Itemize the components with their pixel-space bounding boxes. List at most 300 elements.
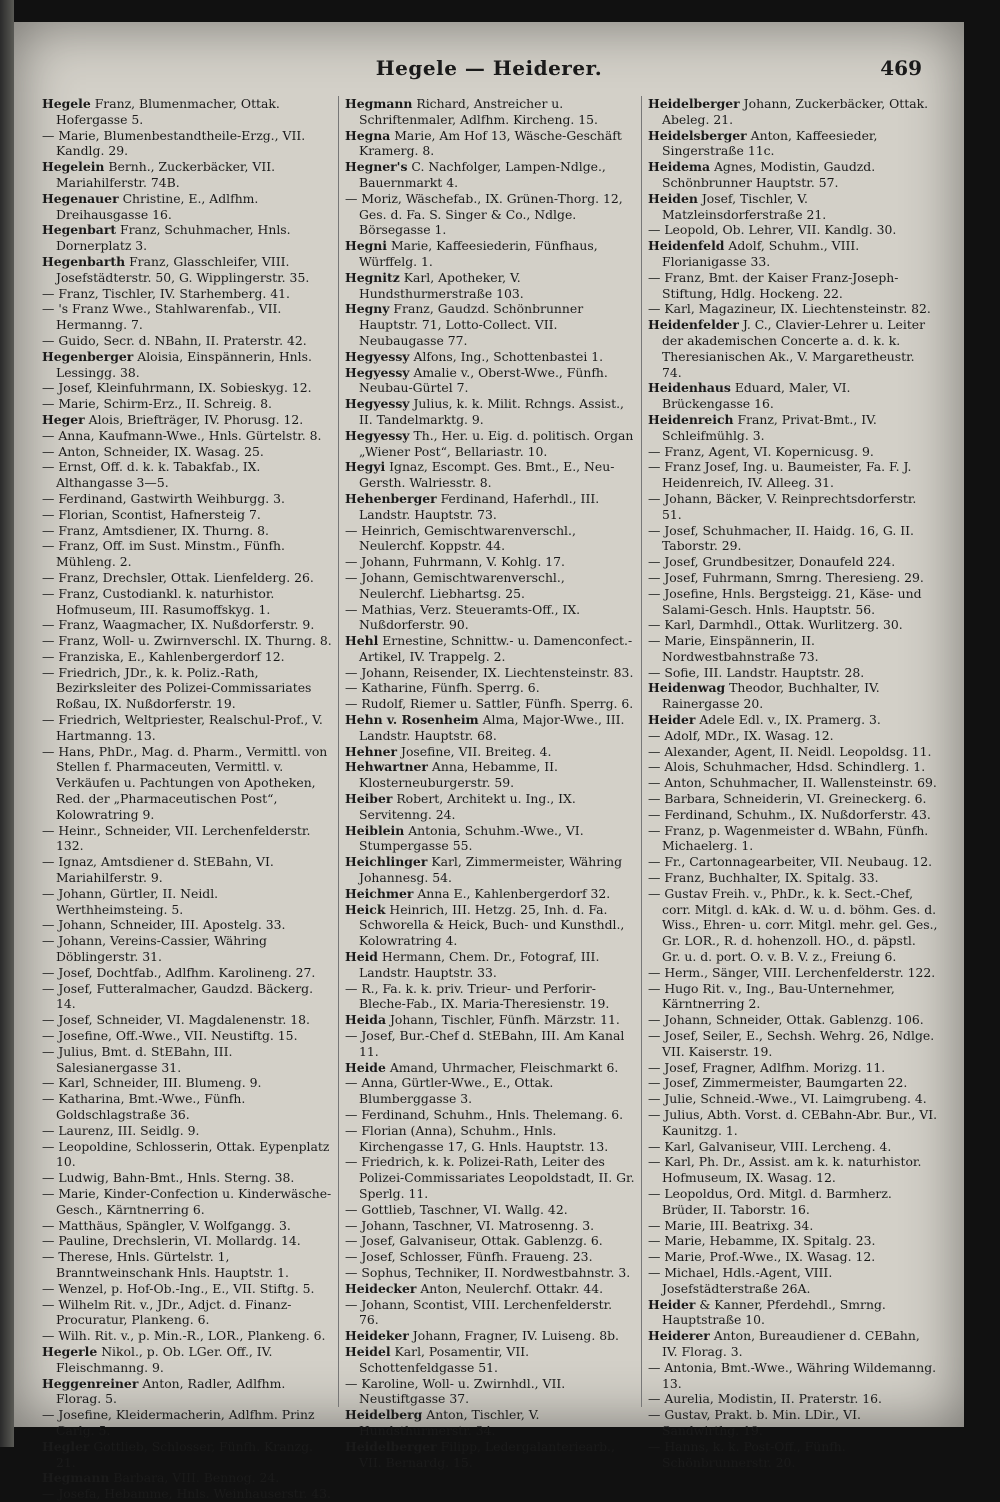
directory-entry xyxy=(42,191,332,223)
entry-surname: Heidelberger xyxy=(648,96,740,111)
entry-surname: Heidenreich xyxy=(648,411,734,427)
column-3 xyxy=(641,96,944,1470)
entry-surname: Hegele xyxy=(42,96,91,111)
entry-surname: Heichmer xyxy=(345,885,414,901)
entry-details: — Karl, Galvaniseur, VIII. Lercheng. 4. xyxy=(648,1138,892,1154)
entry-details: — Josefine, Kleidermacherin, Adlfhm. Prinz Carlg. 5. xyxy=(42,1407,315,1438)
directory-entry xyxy=(648,523,938,555)
entry-details: — Franz, p. Wagenmeister d. WBahn, Fünfh. Michaelerg. 1. xyxy=(648,822,929,854)
entry-details: — Gustav Freih. v., PhDr., k. k. Sect.-Chef, corr. Mitgl. d. kAk. d. W. u. d. böhm. Ges. d. Wiss., Ehren- u. corr. Mitgl. mehr. gel. Ges., Gr. LOR., R. d. hohenzoll. HO., d. päpstl. Gr. u. d. port. O. v. B. V. z., Freiung 6. xyxy=(648,885,938,965)
entry-surname: Heida xyxy=(345,1012,386,1028)
entry-details: — Moriz, Wäschefab., IX. Grünen-Thorg. 12, Ges. d. Fa. S. Singer & Co., Ndlge. Börsegasse 1. xyxy=(345,190,623,238)
entry-details: Anton, Bureaudiener d. CEBahn, IV. Florag. 3. xyxy=(662,1328,920,1359)
entry-surname: Heichlinger xyxy=(345,854,428,870)
directory-entry xyxy=(648,317,938,380)
directory-entry xyxy=(42,633,332,649)
directory-entry xyxy=(42,286,332,302)
directory-entry xyxy=(648,633,938,665)
directory-entry xyxy=(648,1028,938,1060)
entry-details: — Guido, Secr. d. NBahn, II. Praterstr. 42. xyxy=(42,332,307,348)
entry-details: Amalie v., Oberst-Wwe., Fünfh. Neubau-Gürtel 7. xyxy=(359,364,608,396)
entry-surname: Heidenfelder xyxy=(648,317,739,333)
entry-details: — Josefine, Hnls. Bergsteigg. 21, Käse- und Salami-Gesch. Hnls. Hauptstr. 56. xyxy=(648,585,922,617)
directory-entry xyxy=(345,270,635,302)
entry-details: — Johann, Scontist, VIII. Lerchenfelderstr. 76. xyxy=(345,1296,613,1328)
entry-details: — Aurelia, Modistin, II. Praterstr. 16. xyxy=(648,1391,882,1407)
entry-details: — Wilh. Rit. v., p. Min.-R., LOR., Plankeng. 6. xyxy=(42,1328,326,1344)
entry-details: Adolf, Schuhm., VIII. Florianigasse 33. xyxy=(662,238,860,269)
directory-entry xyxy=(42,1012,332,1028)
directory-entry xyxy=(42,586,332,618)
entry-surname: Hegner's xyxy=(345,159,408,175)
entry-details: Franz, Privat-Bmt., IV. Schleifmühlg. 3. xyxy=(662,411,877,443)
entry-details: — Josef, Fragner, Adlfhm. Morizg. 11. xyxy=(648,1059,886,1075)
entry-details: — Ferdinand, Schuhm., IX. Nußdorferstr. 43. xyxy=(648,806,931,822)
entry-surname: Heide xyxy=(345,1059,386,1075)
directory-entry xyxy=(42,886,332,918)
directory-entry xyxy=(42,128,332,160)
entry-details: — Friedrich, Weltpriester, Realschul-Prof., V. Hartmanng. 13. xyxy=(42,712,323,743)
directory-entry xyxy=(42,1439,332,1471)
directory-entry xyxy=(345,1202,635,1218)
directory-entry xyxy=(42,823,332,855)
entry-details: — Karl, Ph. Dr., Assist. am k. k. naturhistor. Hofmuseum, IX. Wasag. 12. xyxy=(648,1154,922,1186)
entry-details: Heinrich, III. Hetzg. 25, Inh. d. Fa. Schworella & Heick, Buch- und Kunsthdl., Kolowratring 4. xyxy=(359,901,625,949)
directory-entry xyxy=(345,128,635,160)
directory-entry xyxy=(345,1060,635,1076)
entry-surname: Heiblein xyxy=(345,822,405,838)
entry-details: — Alexander, Agent, II. Neidl. Leopoldsg. 11. xyxy=(648,743,932,759)
directory-entry xyxy=(345,365,635,397)
entry-details: — Hugo Rit. v., Ing., Bau-Unternehmer, Kärntnerring 2. xyxy=(648,980,895,1012)
running-title: Hegele — Heiderer. xyxy=(375,56,603,80)
directory-entry xyxy=(648,728,938,744)
entry-details: — Josef, Schneider, VI. Magdalenenstr. 18. xyxy=(42,1012,310,1028)
entry-details: Josef, Tischler, V. Matzleinsdorferstraße 21. xyxy=(662,190,827,222)
entry-details: — Adolf, MDr., IX. Wasag. 12. xyxy=(648,727,834,743)
directory-entry xyxy=(42,396,332,412)
entry-details: — Franz, Drechsler, Ottak. Lienfelderg. 26. xyxy=(42,569,314,585)
entry-surname: Heidelberger xyxy=(345,1438,437,1454)
entry-details: — Johann, Schneider, Ottak. Gablenzg. 106. xyxy=(648,1012,924,1028)
entry-details: Anna E., Kahlenbergerdorf 32. xyxy=(417,885,611,901)
entry-surname: Hegler xyxy=(42,1438,90,1454)
directory-entry xyxy=(345,1012,635,1028)
entry-details: — Anna, Gürtler-Wwe., E., Ottak. Blumberggasse 3. xyxy=(345,1075,554,1107)
directory-entry xyxy=(648,791,938,807)
directory-entry xyxy=(648,1186,938,1218)
directory-entry xyxy=(42,222,332,254)
directory-entry xyxy=(648,981,938,1013)
directory-entry xyxy=(648,1107,938,1139)
directory-entry xyxy=(648,301,938,317)
entry-details: — Ferdinand, Schuhm., Hnls. Thelemang. 6. xyxy=(345,1107,624,1122)
entry-surname: Hegenauer xyxy=(42,190,119,206)
entry-details: Johann, Fragner, IV. Luiseng. 8b. xyxy=(412,1328,619,1344)
entry-details: — Franziska, E., Kahlenbergerdorf 12. xyxy=(42,648,285,664)
entry-details: — Karl, Darmhdl., Ottak. Wurlitzerg. 30. xyxy=(648,617,903,633)
entry-details: — Fr., Cartonnagearbeiter, VII. Neubaug. 12. xyxy=(648,854,933,870)
directory-entry xyxy=(648,1012,938,1028)
entry-surname: Heidecker xyxy=(345,1280,417,1296)
directory-entry xyxy=(345,665,635,681)
directory-entry xyxy=(648,965,938,981)
directory-entry xyxy=(345,680,635,696)
entry-details: Amand, Uhrmacher, Fleischmarkt 6. xyxy=(389,1059,619,1075)
entry-surname: Heidelsberger xyxy=(648,127,747,143)
entry-details: — Alois, Schuhmacher, Hdsd. Schindlerg. 1. xyxy=(648,759,926,775)
entry-details: Marie, Kaffeesiederin, Fünfhaus, Würffelg. 1. xyxy=(359,238,598,269)
entry-details: — Josef, Seiler, E., Sechsh. Wehrg. 26, Ndlge. VII. Kaiserstr. 19. xyxy=(648,1028,935,1059)
entry-details: — Leopoldine, Schlosserin, Ottak. Eypenplatz 10. xyxy=(42,1138,330,1170)
directory-entry xyxy=(42,649,332,665)
entry-details: — Josef, Grundbesitzer, Donaufeld 224. xyxy=(648,554,896,570)
column-1 xyxy=(36,96,338,1502)
directory-entry xyxy=(648,807,938,823)
entry-details: — Marie, Schirm-Erz., II. Schreig. 8. xyxy=(42,396,272,412)
entry-details: Ernestine, Schnittw.- u. Damenconfect.-Artikel, IV. Trappelg. 2. xyxy=(359,633,633,664)
directory-entry xyxy=(648,680,938,712)
directory-entry xyxy=(345,633,635,665)
entry-details: — Johann, Schneider, III. Apostelg. 33. xyxy=(42,917,286,933)
entry-details: — R., Fa. k. k. priv. Trieur- und Perforir-Bleche-Fab., IX. Maria-Theresienstr. 19. xyxy=(345,980,610,1012)
directory-entry xyxy=(42,459,332,491)
entry-surname: Heidenhaus xyxy=(648,380,731,396)
entry-details: — Hanns, k. k. Post-Off., Fünfh. Schönbrunnerstr. 20. xyxy=(648,1438,846,1470)
directory-entry xyxy=(648,1265,938,1297)
entry-surname: Hegyessy xyxy=(345,396,410,412)
entry-surname: Hegyessy xyxy=(345,364,410,380)
entry-surname: Hegyessy xyxy=(345,427,410,443)
directory-entry xyxy=(42,1486,332,1502)
directory-entry xyxy=(42,1170,332,1186)
entry-details: — Marie, Prof.-Wwe., IX. Wasag. 12. xyxy=(648,1249,876,1265)
directory-entry xyxy=(345,1281,635,1297)
directory-entry xyxy=(42,1297,332,1329)
directory-entry xyxy=(648,1297,938,1329)
directory-entry xyxy=(42,444,332,460)
entry-details: — Matthäus, Spängler, V. Wolfgangg. 3. xyxy=(42,1217,291,1233)
entry-details: Nikol., p. Ob. LGer. Off., IV. Fleischmanng. 9. xyxy=(56,1343,273,1375)
directory-entry xyxy=(42,617,332,633)
entry-details: — Johann, Vereins-Cassier, Währing Döblingerstr. 31. xyxy=(42,933,267,965)
directory-entry xyxy=(345,744,635,760)
directory-entry xyxy=(648,744,938,760)
directory-entry xyxy=(648,1233,938,1249)
directory-entry xyxy=(648,1139,938,1155)
entry-surname: Heid xyxy=(345,949,378,965)
entry-surname: Hegni xyxy=(345,238,387,254)
entry-surname: Hegmann xyxy=(345,96,413,111)
entry-details: — Josef, Schuhmacher, II. Haidg. 16, G. II. Taborstr. 29. xyxy=(648,522,914,554)
directory-entry xyxy=(345,1075,635,1107)
directory-entry xyxy=(42,380,332,396)
directory-entry xyxy=(42,428,332,444)
directory-entry xyxy=(345,823,635,855)
directory-entry xyxy=(42,570,332,586)
entry-details: — Friedrich, JDr., k. k. Poliz.-Rath, Bezirksleiter des Polizei-Commissariates Roßau, IX. Nußdorferstr. 19. xyxy=(42,664,312,712)
entry-details: — Karl, Magazineur, IX. Liechtensteinstr. 82. xyxy=(648,301,931,317)
directory-entry xyxy=(42,933,332,965)
entry-details: C. Nachfolger, Lampen-Ndlge., Bauernmarkt 4. xyxy=(359,159,606,190)
directory-entry xyxy=(345,523,635,555)
directory-entry xyxy=(648,1060,938,1076)
entry-details: — Marie, Kinder-Confection u. Kinderwäsche-Gesch., Kärntnerring 6. xyxy=(42,1185,332,1217)
directory-entry xyxy=(648,759,938,775)
directory-entry xyxy=(345,96,635,128)
entry-details: — Johann, Fuhrmann, V. Kohlg. 17. xyxy=(345,554,565,570)
entry-surname: Heiderer xyxy=(648,1328,710,1344)
directory-entry xyxy=(345,1218,635,1234)
directory-entry xyxy=(648,128,938,160)
entry-surname: Hegyessy xyxy=(345,348,410,364)
page-number: 469 xyxy=(880,56,922,80)
directory-entry xyxy=(648,412,938,444)
directory-entry xyxy=(648,159,938,191)
entry-details: Agnes, Modistin, Gaudzd. Schönbrunner Hauptstr. 57. xyxy=(662,159,876,190)
entry-surname: Heger xyxy=(42,411,85,427)
directory-entry xyxy=(345,759,635,791)
entry-details: — Barbara, Schneiderin, VI. Greineckerg. 6. xyxy=(648,791,927,807)
entry-surname: Hehl xyxy=(345,633,379,649)
directory-entry xyxy=(648,823,938,855)
directory-entry xyxy=(345,949,635,981)
directory-entry xyxy=(648,459,938,491)
directory-entry xyxy=(648,222,938,238)
entry-details: — Florian (Anna), Schuhm., Hnls. Kirchengasse 17, G. Hnls. Hauptstr. 13. xyxy=(345,1122,609,1154)
directory-entry xyxy=(42,712,332,744)
entry-details: — Friedrich, k. k. Polizei-Rath, Leiter des Polizei-Commissariates Leopoldstadt, II. Gr. Sperlg. 11. xyxy=(345,1154,635,1201)
entry-surname: Heideker xyxy=(345,1328,409,1344)
entry-details: — Anna, Kaufmann-Wwe., Hnls. Gürtelstr. 8. xyxy=(42,427,322,443)
directory-entry xyxy=(42,854,332,886)
directory-entry xyxy=(42,1186,332,1218)
entry-details: Bernh., Zuckerbäcker, VII. Mariahilferstr. 74B. xyxy=(56,159,276,190)
entry-details: — Franz, Waagmacher, IX. Nußdorferstr. 9. xyxy=(42,617,315,633)
entry-details: — Franz, Buchhalter, IX. Spitalg. 33. xyxy=(648,870,879,886)
directory-entry xyxy=(345,570,635,602)
directory-entry xyxy=(345,238,635,270)
directory-entry xyxy=(345,1233,635,1249)
directory-entry xyxy=(345,301,635,348)
entry-details: — Franz, Bmt. der Kaiser Franz-Joseph-Stiftung, Hdlg. Hockeng. 22. xyxy=(648,269,899,301)
entry-details: — Franz, Agent, VI. Kopernicusg. 9. xyxy=(648,443,874,459)
entry-surname: Heidenwag xyxy=(648,680,726,696)
entry-surname: Hehenberger xyxy=(345,490,437,506)
entry-details: — Julie, Schneid.-Wwe., VI. Laimgrubeng. 4. xyxy=(648,1091,927,1107)
directory-entry xyxy=(42,665,332,712)
entry-surname: Hehner xyxy=(345,743,398,759)
entry-details: — Ludwig, Bahn-Bmt., Hnls. Sterng. 38. xyxy=(42,1170,295,1186)
page-edge-shadow xyxy=(0,0,14,1447)
entry-details: Anton, Tischler, V. Hundsthurmerstr. 34. xyxy=(359,1407,540,1438)
entry-details: — Sofie, III. Landstr. Hauptstr. 28. xyxy=(648,664,865,680)
directory-entry xyxy=(42,1328,332,1344)
directory-entry xyxy=(42,538,332,570)
entry-details: Robert, Architekt u. Ing., IX. Servitenng. 24. xyxy=(359,791,576,822)
entry-surname: Hegmann xyxy=(42,1470,110,1486)
directory-entry xyxy=(345,1439,635,1471)
directory-columns xyxy=(36,96,944,1502)
entry-surname: Heick xyxy=(345,901,386,917)
entry-details: — Wilhelm Rit. v., JDr., Adjct. d. Finanz-Procuratur, Plankeng. 6. xyxy=(42,1296,292,1328)
entry-surname: Hegenberger xyxy=(42,348,134,364)
entry-details: — Anton, Schneider, IX. Wasag. 25. xyxy=(42,443,264,459)
entry-details: Alfons, Ing., Schottenbastei 1. xyxy=(413,348,604,364)
entry-details: — Heinrich, Gemischtwarenverschl., Neulerchf. Koppstr. 44. xyxy=(345,522,576,554)
entry-details: — Franz, Tischler, IV. Starhemberg. 41. xyxy=(42,285,290,301)
entry-details: Franz, Blumenmacher, Ottak. Hofergasse 5. xyxy=(56,96,280,127)
entry-surname: Hegny xyxy=(345,301,390,317)
directory-entry xyxy=(345,696,635,712)
entry-surname: Hegenbarth xyxy=(42,253,126,269)
entry-details: Johann, Zuckerbäcker, Ottak. Abeleg. 21. xyxy=(662,96,929,127)
entry-details: Anton, Radler, Adlfhm. Florag. 5. xyxy=(56,1375,286,1407)
entry-details: Franz, Gaudzd. Schönbrunner Hauptstr. 71, Lotto-Collect. VII. Neubaugasse 77. xyxy=(359,301,584,348)
directory-entry xyxy=(42,96,332,128)
entry-details: Karl, Posamentir, VII. Schottenfeldgasse 51. xyxy=(359,1343,530,1375)
directory-entry xyxy=(648,570,938,586)
entry-details: — Josef, Fuhrmann, Smrng. Theresieng. 29. xyxy=(648,569,924,585)
entry-details: — Ferdinand, Gastwirth Weihburgg. 3. xyxy=(42,490,285,506)
directory-entry xyxy=(648,1154,938,1186)
entry-details: — Heinr., Schneider, VII. Lerchenfelderstr. 132. xyxy=(42,822,311,854)
entry-surname: Hehwartner xyxy=(345,759,428,775)
entry-details: — Gustav, Prakt. b. Min. LDir., VI. Sandwirthg. 19. xyxy=(648,1407,861,1438)
directory-entry xyxy=(648,554,938,570)
entry-details: & Kanner, Pferdehdl., Smrng. Hauptstraße 10. xyxy=(662,1296,886,1328)
entry-details: — Johann, Taschner, VI. Matrosenng. 3. xyxy=(345,1217,595,1233)
entry-details: Ferdinand, Haferhdl., III. Landstr. Hauptstr. 73. xyxy=(359,490,600,522)
directory-entry xyxy=(42,523,332,539)
entry-details: — Johann, Gürtler, II. Neidl. Werthheimsteing. 5. xyxy=(42,885,219,917)
entry-details: Alma, Major-Wwe., III. Landstr. Hauptstr. 68. xyxy=(359,712,625,743)
directory-entry xyxy=(648,1328,938,1360)
directory-entry xyxy=(42,1028,332,1044)
entry-details: — Antonia, Bmt.-Wwe., Währing Wildemanng. 13. xyxy=(648,1359,937,1391)
entry-details: — Josef, Zimmermeister, Baumgarten 22. xyxy=(648,1075,908,1091)
entry-surname: Heider xyxy=(648,1296,696,1312)
entry-details: Ignaz, Escompt. Ges. Bmt., E., Neu-Gersth. Walriesstr. 8. xyxy=(359,459,615,491)
entry-details: Adele Edl. v., IX. Pramerg. 3. xyxy=(699,712,881,728)
entry-details: — Josef, Bur.-Chef d. StEBahn, III. Am Kanal 11. xyxy=(345,1028,625,1059)
directory-entry xyxy=(345,791,635,823)
entry-details: — Wenzel, p. Hof-Ob.-Ing., E., VII. Stiftg. 5. xyxy=(42,1280,315,1296)
directory-entry xyxy=(42,333,332,349)
directory-entry xyxy=(345,1028,635,1060)
directory-entry xyxy=(42,507,332,523)
entry-details: Antonia, Schuhm.-Wwe., VI. Stumpergasse 55. xyxy=(359,822,584,854)
directory-entry xyxy=(345,349,635,365)
directory-entry xyxy=(345,886,635,902)
directory-entry xyxy=(42,1376,332,1408)
entry-details: — Johann, Reisender, IX. Liechtensteinstr. 83. xyxy=(345,664,634,680)
directory-entry xyxy=(345,981,635,1013)
entry-surname: Heiden xyxy=(648,190,698,206)
entry-details: — Karoline, Woll- u. Zwirnhdl., VII. Neustiftgasse 37. xyxy=(345,1375,566,1407)
entry-details: Anna, Hebamme, II. Klosterneuburgerstr. 59. xyxy=(359,759,558,791)
entry-details: — Franz Josef, Ing. u. Baumeister, Fa. F. J. Heidenreich, IV. Alleeg. 31. xyxy=(648,459,912,491)
directory-entry xyxy=(648,1218,938,1234)
entry-details: — Josef, Kleinfuhrmann, IX. Sobieskyg. 12. xyxy=(42,380,312,396)
entry-details: — Katharine, Fünfh. Sperrg. 6. xyxy=(345,680,540,696)
entry-details: Karl, Apotheker, V. Hundsthurmerstraße 103. xyxy=(359,269,524,301)
entry-details: — Franz, Amtsdiener, IX. Thurng. 8. xyxy=(42,522,269,538)
entry-details: — Johann, Gemischtwarenverschl., Neulerchf. Liebhartsg. 25. xyxy=(345,569,565,601)
directory-entry xyxy=(345,1344,635,1376)
entry-details: Franz, Schuhmacher, Hnls. Dornerplatz 3. xyxy=(56,222,291,254)
entry-surname: Hegelein xyxy=(42,159,105,175)
directory-entry xyxy=(42,1407,332,1439)
page-header xyxy=(14,56,964,86)
entry-details: Hermann, Chem. Dr., Fotograf, III. Landstr. Hauptstr. 33. xyxy=(359,949,600,980)
entry-details: — Mathias, Verz. Steueramts-Off., IX. Nußdorferstr. 90. xyxy=(345,601,581,633)
directory-entry xyxy=(648,712,938,728)
entry-details: — Pauline, Drechslerin, VI. Mollardg. 14. xyxy=(42,1233,301,1249)
directory-entry xyxy=(345,159,635,191)
entry-details: — Sophus, Techniker, II. Nordwestbahnstr. 3. xyxy=(345,1264,631,1280)
entry-details: Franz, Glasschleifer, VIII. Josefstädterstr. 50, G. Wipplingerstr. 35. xyxy=(56,253,310,285)
entry-details: — Franz, Woll- u. Zwirnverschl. IX. Thurng. 8. xyxy=(42,633,332,649)
entry-details: — Josef, Dochtfab., Adlfhm. Karolineng. 27. xyxy=(42,964,316,980)
directory-entry xyxy=(345,602,635,634)
entry-surname: Hegyi xyxy=(345,459,386,475)
directory-entry xyxy=(345,491,635,523)
entry-details: — Josef, Futteralmacher, Gaudzd. Bäckerg. 14. xyxy=(42,980,314,1012)
entry-details: — Laurenz, III. Seidlg. 9. xyxy=(42,1122,200,1138)
entry-surname: Hegnitz xyxy=(345,269,400,285)
directory-entry xyxy=(648,870,938,886)
directory-entry xyxy=(42,981,332,1013)
directory-entry xyxy=(42,965,332,981)
directory-entry xyxy=(345,459,635,491)
entry-details: J. C., Clavier-Lehrer u. Leiter der akademischen Concerte a. d. k. k. Theresianischen Ak., V. Margaretheustr. 74. xyxy=(662,317,926,380)
directory-entry xyxy=(648,191,938,223)
entry-details: — Marie, Hebamme, IX. Spitalg. 23. xyxy=(648,1233,876,1249)
directory-entry xyxy=(648,886,938,965)
directory-entry xyxy=(648,1439,938,1471)
entry-details: — Florian, Scontist, Hafnersteig 7. xyxy=(42,506,261,522)
directory-entry xyxy=(648,586,938,618)
entry-details: — Michael, Hdls.-Agent, VIII. Josefstädterstraße 26A. xyxy=(648,1264,833,1296)
entry-surname: Heiber xyxy=(345,791,393,807)
entry-details: — Leopoldus, Ord. Mitgl. d. Barmherz. Brüder, II. Taborstr. 16. xyxy=(648,1185,892,1217)
directory-entry xyxy=(345,1249,635,1265)
entry-details: — Josefine, Off.-Wwe., VII. Neustiftg. 15. xyxy=(42,1028,298,1044)
directory-entry xyxy=(42,1091,332,1123)
entry-surname: Hegna xyxy=(345,127,391,143)
directory-entry xyxy=(345,428,635,460)
entry-details: — Herm., Sänger, VIII. Lerchenfelderstr. 122. xyxy=(648,964,936,980)
directory-entry xyxy=(42,1470,332,1486)
directory-entry xyxy=(648,491,938,523)
entry-details: — Franz, Off. im Sust. Minstm., Fünfh. Mühleng. 2. xyxy=(42,538,285,570)
directory-entry xyxy=(648,444,938,460)
directory-entry xyxy=(345,1154,635,1201)
entry-details: Karl, Zimmermeister, Währing Johannesg. 54. xyxy=(359,854,623,886)
directory-entry xyxy=(42,1123,332,1139)
directory-entry xyxy=(648,1407,938,1439)
entry-details: — 's Franz Wwe., Stahlwarenfab., VII. Hermanng. 7. xyxy=(42,301,282,333)
entry-details: — Josef, Schlosser, Fünfh. Fraueng. 23. xyxy=(345,1249,593,1265)
entry-details: Marie, Am Hof 13, Wäsche-Geschäft Kramerg. 8. xyxy=(359,127,622,159)
entry-details: — Johann, Bäcker, V. Reinprechtsdorferstr. 51. xyxy=(648,490,917,522)
directory-entry xyxy=(648,1249,938,1265)
directory-entry xyxy=(345,1297,635,1329)
entry-surname: Heidelberg xyxy=(345,1407,423,1423)
directory-entry xyxy=(42,412,332,428)
entry-details: — Ignaz, Amtsdiener d. StEBahn, VI. Mariahilferstr. 9. xyxy=(42,854,274,886)
